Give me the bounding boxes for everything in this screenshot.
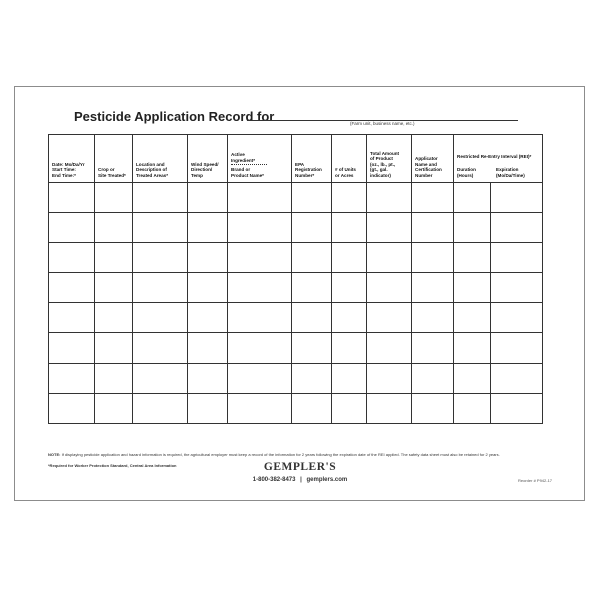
entry-cell[interactable]	[49, 183, 95, 213]
entry-cell[interactable]	[491, 213, 543, 243]
entry-cell[interactable]	[228, 303, 292, 333]
entry-cell[interactable]	[188, 273, 228, 303]
entry-cell[interactable]	[133, 273, 188, 303]
entry-cell[interactable]	[412, 273, 454, 303]
entry-cell[interactable]	[292, 363, 332, 393]
entry-cell[interactable]	[367, 243, 412, 273]
phone-number: 1-800-382-8473	[252, 477, 296, 483]
entry-cell[interactable]	[332, 213, 367, 243]
header-units: # of Units or Acres	[332, 135, 367, 183]
entry-cell[interactable]	[228, 393, 292, 423]
entry-cell[interactable]	[332, 393, 367, 423]
entry-cell[interactable]	[188, 363, 228, 393]
header-applicator: Applicator Name and Certification Number	[412, 135, 454, 183]
entry-cell[interactable]	[228, 363, 292, 393]
entry-cell[interactable]	[367, 393, 412, 423]
entry-cell[interactable]	[332, 243, 367, 273]
table-body	[49, 183, 543, 424]
brand-logo: GEMPLER'S	[263, 461, 337, 473]
entry-cell[interactable]	[133, 333, 188, 363]
entry-cell[interactable]	[188, 183, 228, 213]
entry-cell[interactable]	[454, 393, 491, 423]
entry-cell[interactable]	[367, 213, 412, 243]
required-note: *Required for Worker Protection Standard, Central Area Information	[48, 463, 177, 468]
website-link[interactable]: gemplers.com	[306, 477, 348, 483]
rei-duration-header: Duration (Hours)	[457, 167, 476, 178]
rei-title: Restricted Re-Entry Interval (REI)*	[457, 153, 532, 159]
entry-cell[interactable]	[332, 363, 367, 393]
entry-cell[interactable]	[133, 303, 188, 333]
entry-cell[interactable]	[412, 333, 454, 363]
entry-cell[interactable]	[133, 243, 188, 273]
entry-cell[interactable]	[95, 213, 133, 243]
entry-cell[interactable]	[491, 183, 543, 213]
table-row	[49, 333, 543, 363]
entry-cell[interactable]	[454, 273, 491, 303]
entry-cell[interactable]	[133, 393, 188, 423]
entry-cell[interactable]	[454, 243, 491, 273]
entry-cell[interactable]	[454, 213, 491, 243]
entry-cell[interactable]	[133, 213, 188, 243]
entry-cell[interactable]	[491, 303, 543, 333]
entry-cell[interactable]	[454, 333, 491, 363]
table-row	[49, 243, 543, 273]
rei-expiration-header: Expiration (Mo/Da/Time)	[496, 167, 525, 178]
entry-cell[interactable]	[367, 303, 412, 333]
entry-cell[interactable]	[367, 333, 412, 363]
entry-cell[interactable]	[95, 183, 133, 213]
note-label: NOTE:	[48, 452, 61, 457]
form-title: Pesticide Application Record for	[74, 109, 275, 124]
entry-cell[interactable]	[95, 303, 133, 333]
header-location: Location and Description of Treated Areas*	[133, 135, 188, 183]
table-row	[49, 363, 543, 393]
header-wind: Wind Speed/ Direction/ Temp	[188, 135, 228, 183]
note-text: If displaying pesticide application and hazard information is required, the agricultural employer must keep a record of the information for 2 years following the expiration date of the REI applied. The safety data sheet must also be retained for 2 years.	[61, 452, 500, 457]
entry-cell[interactable]	[292, 393, 332, 423]
entry-cell[interactable]	[228, 243, 292, 273]
header-ingredient-product: Active Ingredient* Brand or Product Name*	[228, 135, 292, 183]
entry-cell[interactable]	[332, 303, 367, 333]
entry-cell[interactable]	[228, 213, 292, 243]
entry-cell[interactable]	[491, 333, 543, 363]
entry-cell[interactable]	[367, 273, 412, 303]
table-row	[49, 183, 543, 213]
entry-cell[interactable]	[412, 243, 454, 273]
entry-cell[interactable]	[228, 273, 292, 303]
footer-note	[48, 452, 558, 457]
entry-cell[interactable]	[292, 183, 332, 213]
entry-cell[interactable]	[49, 243, 95, 273]
header-crop-site: Crop or Site Treated*	[95, 135, 133, 183]
table-row	[49, 213, 543, 243]
entry-cell[interactable]	[412, 363, 454, 393]
entry-cell[interactable]	[412, 303, 454, 333]
entry-cell[interactable]	[95, 363, 133, 393]
application-record-table	[48, 134, 543, 424]
contact-line	[0, 477, 600, 483]
entry-cell[interactable]	[49, 213, 95, 243]
header-date-time: Date: Mo/Da/Yr Start Time: End Time:*	[49, 135, 95, 183]
entry-cell[interactable]	[133, 183, 188, 213]
header-total-amount: Total Amount of Product (oz., lb., pt., (gt., gal. indicator)	[367, 135, 412, 183]
entry-cell[interactable]	[491, 363, 543, 393]
entry-cell[interactable]	[412, 183, 454, 213]
farm-name-hint: (Farm unit, business name, etc.)	[350, 121, 415, 126]
entry-cell[interactable]	[49, 273, 95, 303]
header-rei	[454, 135, 543, 183]
table-row	[49, 273, 543, 303]
table-row	[49, 303, 543, 333]
entry-cell[interactable]	[292, 333, 332, 363]
entry-cell[interactable]	[228, 333, 292, 363]
entry-cell[interactable]	[367, 363, 412, 393]
entry-cell[interactable]	[491, 243, 543, 273]
entry-cell[interactable]	[454, 183, 491, 213]
entry-cell[interactable]	[454, 303, 491, 333]
entry-cell[interactable]	[491, 273, 543, 303]
entry-cell[interactable]	[491, 393, 543, 423]
header-epa: EPA Registration Number*	[292, 135, 332, 183]
form-title-row	[74, 108, 274, 126]
entry-cell[interactable]	[292, 273, 332, 303]
entry-cell[interactable]	[188, 213, 228, 243]
entry-cell[interactable]	[49, 333, 95, 363]
entry-cell[interactable]	[49, 363, 95, 393]
entry-cell[interactable]	[454, 363, 491, 393]
entry-cell[interactable]	[292, 243, 332, 273]
entry-cell[interactable]	[412, 393, 454, 423]
contact-separator: |	[300, 477, 302, 483]
entry-cell[interactable]	[49, 303, 95, 333]
entry-cell[interactable]	[367, 183, 412, 213]
entry-cell[interactable]	[188, 243, 228, 273]
entry-cell[interactable]	[332, 333, 367, 363]
entry-cell[interactable]	[292, 213, 332, 243]
entry-cell[interactable]	[332, 183, 367, 213]
entry-cell[interactable]	[188, 393, 228, 423]
entry-cell[interactable]	[49, 393, 95, 423]
entry-cell[interactable]	[95, 273, 133, 303]
table-header-row	[49, 135, 543, 183]
table-row	[49, 393, 543, 423]
entry-cell[interactable]	[292, 303, 332, 333]
entry-cell[interactable]	[412, 213, 454, 243]
entry-cell[interactable]	[228, 183, 292, 213]
header-divider	[231, 164, 267, 165]
entry-cell[interactable]	[332, 273, 367, 303]
entry-cell[interactable]	[188, 303, 228, 333]
entry-cell[interactable]	[95, 243, 133, 273]
entry-cell[interactable]	[95, 333, 133, 363]
reorder-number: Reorder # P942-17	[518, 478, 553, 483]
entry-cell[interactable]	[95, 393, 133, 423]
entry-cell[interactable]	[188, 333, 228, 363]
entry-cell[interactable]	[133, 363, 188, 393]
